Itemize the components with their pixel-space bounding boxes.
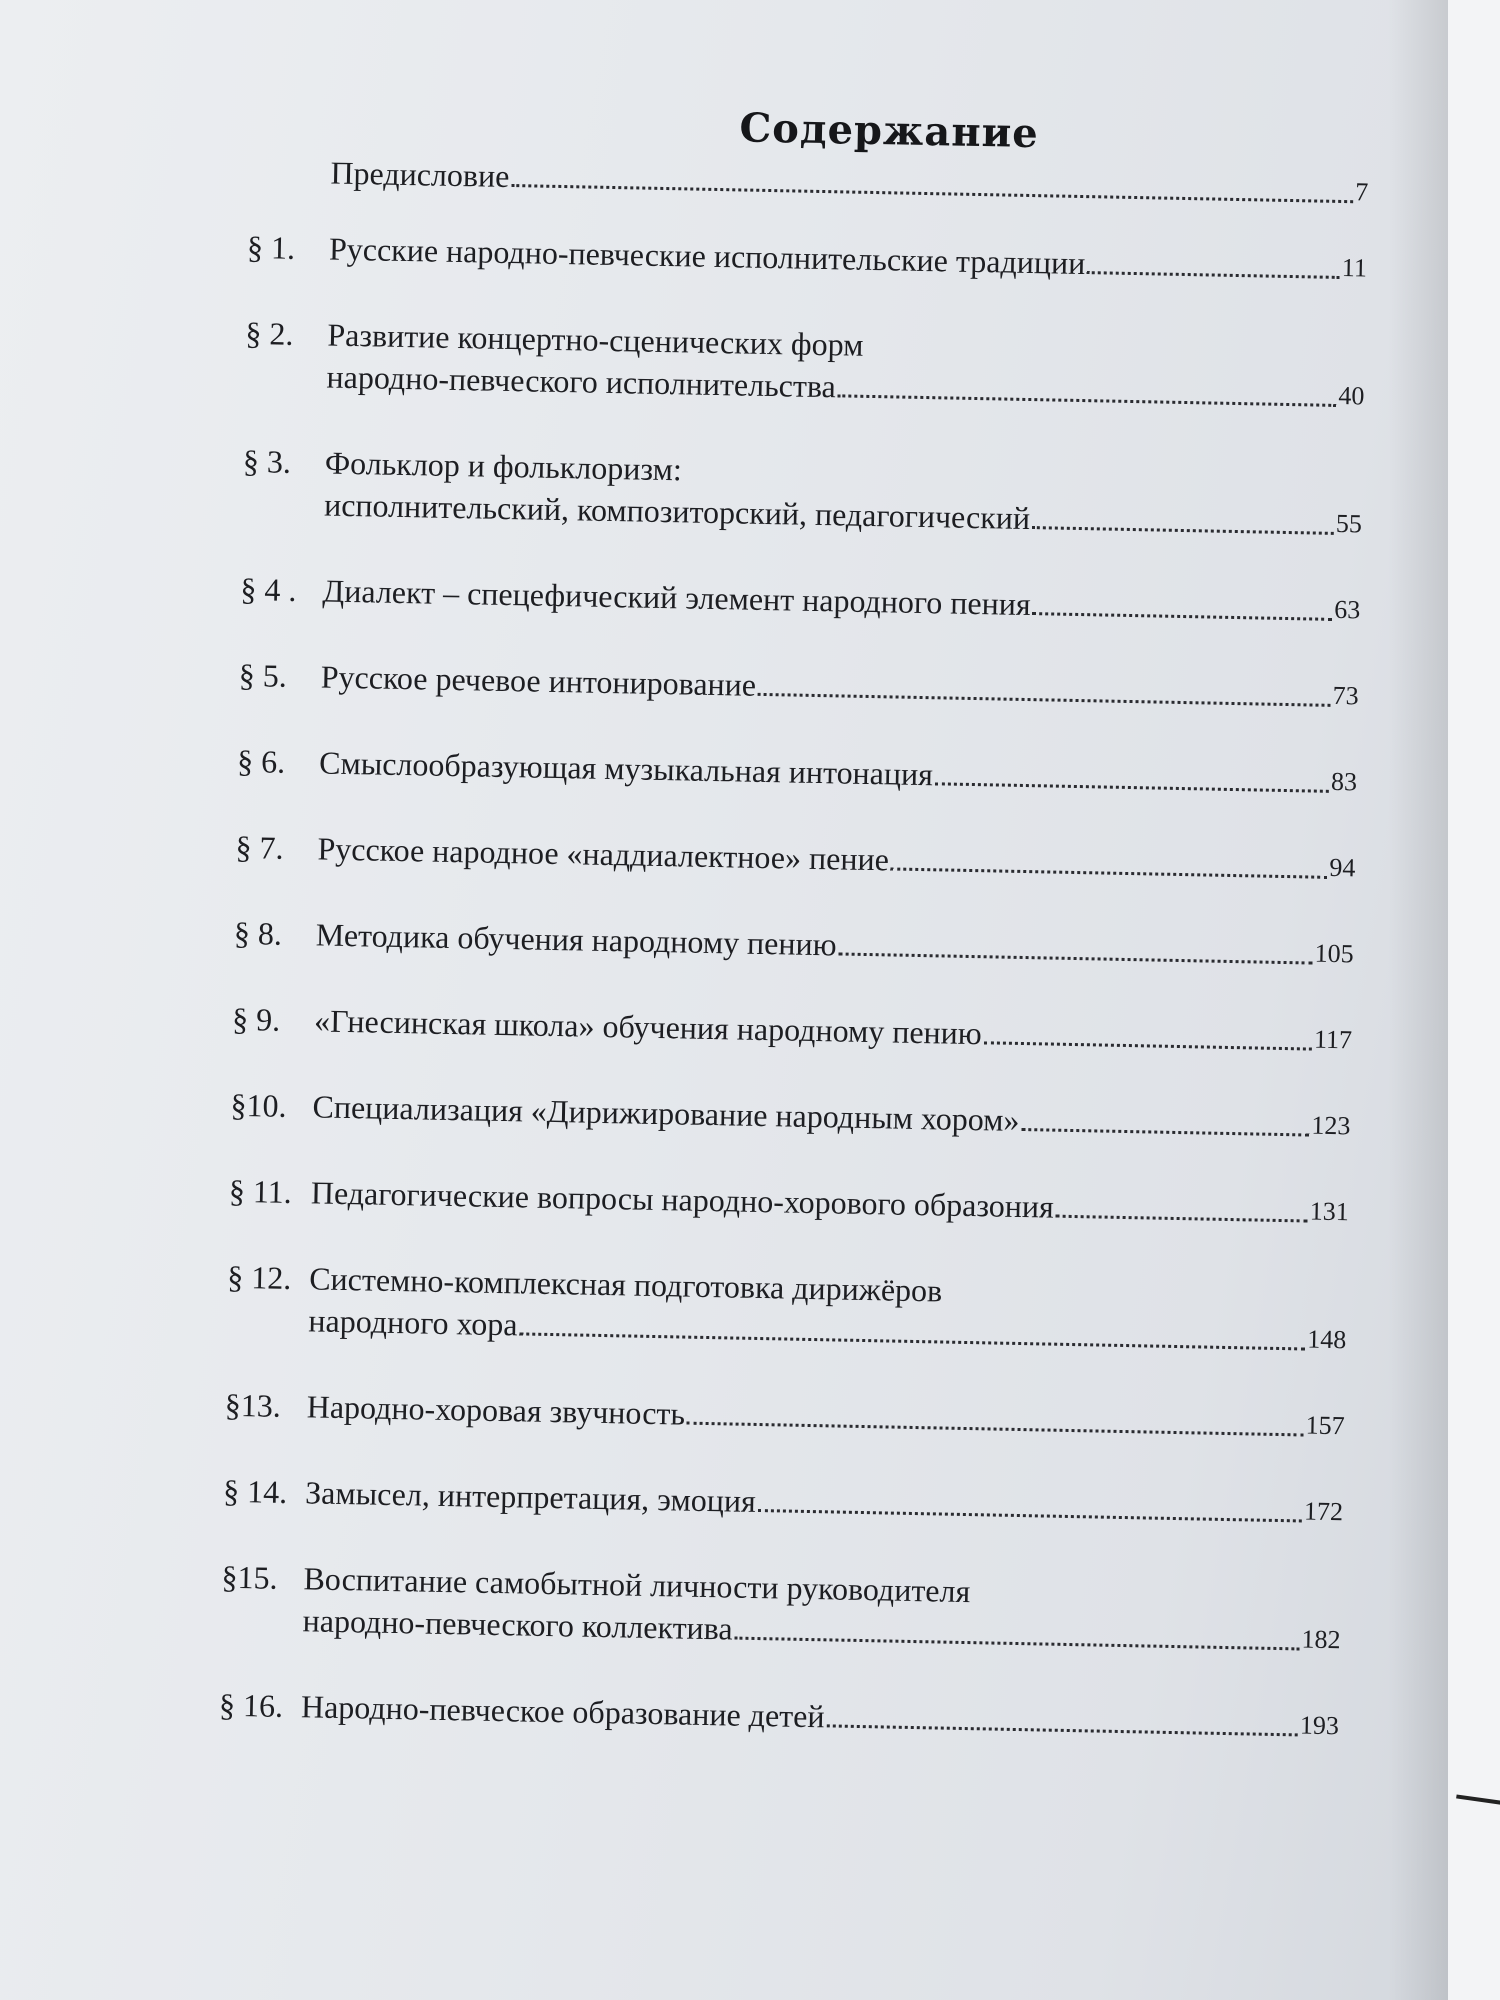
- dot-leader: [1087, 271, 1340, 279]
- section-number: § 6.: [236, 742, 286, 780]
- entry-title-line: народно-певческого исполнительства: [326, 358, 837, 405]
- dot-leader: [984, 1041, 1312, 1050]
- toc-entry: [224, 1384, 1345, 1447]
- section-number: § 9.: [231, 1000, 281, 1038]
- section-number: § 14.: [222, 1472, 288, 1510]
- entry-title-line: Фольклор и фольклоризм:: [324, 444, 683, 488]
- entry-title-line: народного хора: [308, 1302, 518, 1343]
- dot-leader: [935, 782, 1329, 793]
- page-number: 148: [1307, 1324, 1347, 1355]
- section-number: § 3.: [242, 442, 292, 480]
- dot-leader: [1032, 526, 1334, 535]
- dot-leader: [1021, 1128, 1309, 1137]
- page-number: 55: [1335, 508, 1363, 539]
- section-number: §15.: [221, 1558, 278, 1596]
- entry-title-line: Русские народно-певческие исполнительские традиции: [328, 230, 1086, 282]
- entry-title-line: Системно-комплексная подготовка дирижёров: [308, 1260, 943, 1309]
- dot-leader: [838, 952, 1312, 964]
- page-number: 105: [1314, 938, 1354, 969]
- entry-title-line: Предисловие: [330, 154, 510, 194]
- toc-title: Содержание: [739, 104, 1040, 158]
- page-number: 193: [1299, 1710, 1340, 1741]
- toc-entry: [220, 1556, 1341, 1661]
- toc-entry: [219, 1684, 1340, 1747]
- dot-leader: [1056, 1215, 1308, 1223]
- page-number: 123: [1311, 1110, 1351, 1141]
- toc-entry: [223, 1470, 1344, 1533]
- dot-leader: [519, 1332, 1305, 1350]
- page-number: 73: [1332, 680, 1359, 711]
- section-number: § 11.: [228, 1172, 293, 1211]
- entry-title-line: Смыслообразующая музыкальная интонация: [318, 744, 934, 793]
- toc-entries: [219, 150, 1369, 1747]
- toc-entry: [237, 740, 1358, 803]
- entry-title-line: Диалект – спецефический элемент народного пения: [322, 572, 1031, 623]
- entry-title-line: Замысел, интерпретация, эмоция: [304, 1474, 757, 1519]
- section-number: § 16.: [218, 1686, 284, 1724]
- dot-leader: [687, 1422, 1304, 1437]
- page-number: 11: [1341, 252, 1368, 283]
- entry-title-line: Педагогические вопросы народно-хорового образония: [310, 1174, 1055, 1225]
- toc-entry: [230, 1084, 1351, 1147]
- toc-entry: [240, 568, 1361, 631]
- page-number: 83: [1330, 766, 1358, 797]
- toc-entry: [242, 440, 1363, 545]
- dot-leader: [826, 1724, 1297, 1736]
- rule-line: [1456, 1794, 1500, 1809]
- entry-title-line: Народно-певческое образование детей: [300, 1688, 825, 1735]
- entry-title-line: народно-певческого коллектива: [302, 1602, 733, 1647]
- table-of-contents: [218, 95, 1370, 1791]
- section-number: §10.: [230, 1086, 287, 1124]
- section-number: § 7.: [235, 828, 284, 866]
- dot-leader: [734, 1637, 1299, 1651]
- page-number: 157: [1305, 1410, 1345, 1441]
- section-number: § 1.: [246, 228, 296, 266]
- section-number: § 5.: [238, 656, 288, 694]
- section-number: §13.: [224, 1386, 282, 1424]
- entry-title-line: Развитие концертно-сценических форм: [327, 316, 864, 363]
- section-number: § 2.: [245, 314, 294, 352]
- entry-title-line: Воспитание самобытной личности руководителя: [303, 1560, 971, 1610]
- entry-title-line: Русское народное «наддиалектное» пение: [317, 830, 890, 878]
- entry-title-line: исполнительский, композиторский, педагогический: [323, 486, 1031, 537]
- entry-title-line: Русское речевое интонирование: [320, 658, 757, 703]
- toc-entry: [244, 312, 1365, 417]
- toc-entry: [229, 1170, 1350, 1233]
- toc-entry: [226, 1256, 1347, 1361]
- page-number: 172: [1303, 1496, 1344, 1527]
- entry-title-line: «Гнесинская школа» обучения народному пению: [313, 1002, 983, 1052]
- page-number: 117: [1313, 1024, 1353, 1055]
- page-number: 131: [1309, 1196, 1350, 1227]
- page-number: 94: [1329, 852, 1356, 883]
- dot-leader: [758, 1509, 1302, 1522]
- toc-entry: [235, 826, 1356, 889]
- dot-leader: [838, 394, 1337, 407]
- entry-title-line: Специализация «Дирижирование народным хором»: [312, 1088, 1020, 1138]
- toc-entry: [247, 226, 1368, 289]
- section-number: § 12.: [226, 1258, 292, 1297]
- page-number: 182: [1301, 1624, 1341, 1655]
- adjacent-page-edge: [1448, 0, 1500, 2000]
- section-number: § 4 .: [240, 570, 297, 608]
- page-number: 7: [1355, 177, 1369, 207]
- entry-title-line: Народно-хоровая звучность: [306, 1388, 686, 1432]
- dot-leader: [758, 693, 1331, 707]
- dot-leader: [511, 184, 1353, 203]
- section-number: § 8.: [233, 914, 283, 952]
- toc-entry: [232, 998, 1353, 1061]
- dot-leader: [891, 867, 1328, 878]
- toc-entry: [238, 654, 1359, 717]
- entry-title-line: Методика обучения народному пению: [315, 916, 837, 963]
- toc-entry: [234, 912, 1355, 975]
- dot-leader: [1032, 612, 1332, 621]
- page-number: 63: [1334, 594, 1361, 625]
- page-number: 40: [1338, 380, 1365, 411]
